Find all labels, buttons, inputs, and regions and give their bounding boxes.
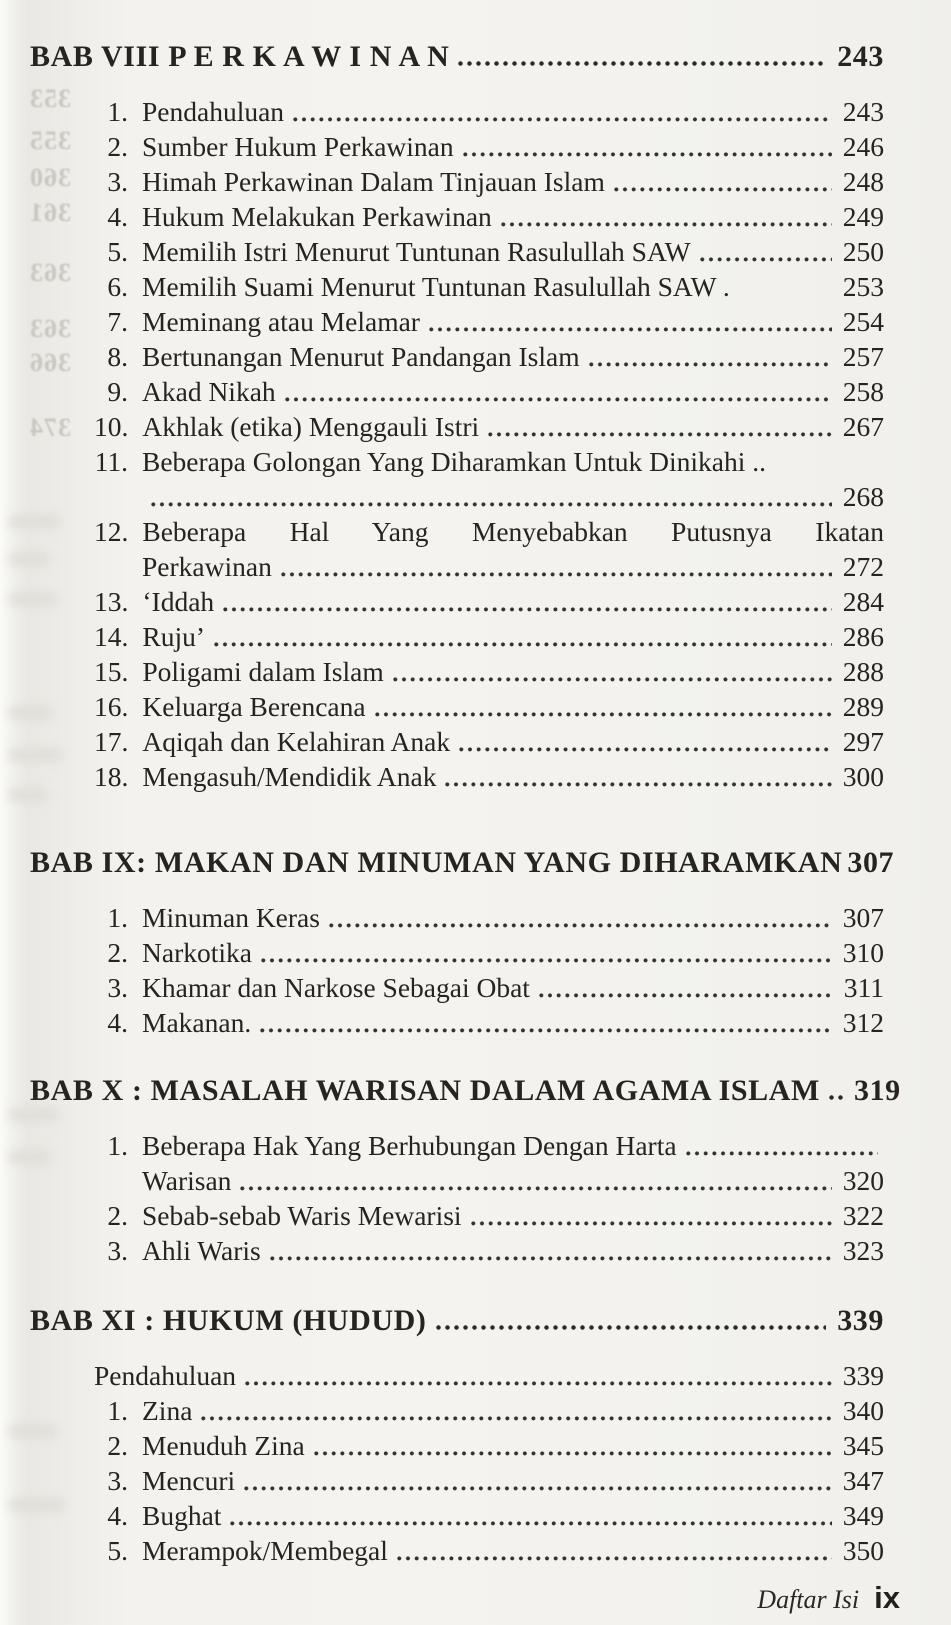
entry-page-number: 312 (842, 1007, 884, 1038)
toc-entry-row (30, 269, 884, 304)
entry-title: Pendahuluan (94, 1360, 237, 1391)
entry-page-number: 345 (842, 1430, 884, 1461)
toc-entry-row (30, 935, 884, 970)
scan-smudge (8, 788, 48, 802)
toc-entry-row (30, 1498, 884, 1533)
dot-leader (261, 958, 832, 963)
dot-leader (329, 923, 832, 928)
toc-chapter (30, 846, 895, 1040)
toc-entry-row (30, 1533, 884, 1568)
toc-entry-row (30, 1428, 884, 1463)
entry-page-number: 288 (842, 656, 884, 687)
footer-section-label: Daftar Isi (757, 1585, 860, 1614)
entry-number: 12. (94, 516, 129, 547)
entry-number: 1. (107, 96, 128, 127)
entry-page-number: 323 (842, 1235, 884, 1266)
chapter-heading-row (30, 40, 884, 74)
toc-entry-row (30, 689, 884, 724)
chapter-items (30, 94, 884, 794)
entry-title: Himah Perkawinan Dalam Tinjauan Islam (142, 166, 605, 197)
entry-number: 18. (94, 761, 129, 792)
toc-entry-row (30, 1198, 884, 1233)
entry-title: Bertunangan Menurut Pandangan Islam (142, 341, 580, 372)
entry-number: 13. (94, 586, 129, 617)
bleedthrough-number: 374 (29, 413, 71, 442)
toc-entry-row (30, 374, 884, 409)
entry-title: Ahli Waris (142, 1235, 261, 1266)
chapter-heading: BAB VIII P E R K A W I N A N (30, 40, 450, 73)
dot-leader (686, 1151, 878, 1156)
entry-page-number: 347 (842, 1465, 884, 1496)
entry-title: Minuman Keras (142, 902, 320, 933)
toc (30, 40, 901, 1568)
dot-leader (285, 397, 832, 402)
entry-page-number: 272 (842, 551, 884, 582)
chapter-heading-row (30, 1074, 901, 1108)
dot-leader (445, 782, 831, 787)
entry-title: Aqiqah dan Kelahiran Anak (142, 726, 451, 757)
entry-page-number: 300 (842, 761, 884, 792)
toc-entry-row (30, 409, 884, 444)
entry-number: 5. (107, 1535, 128, 1566)
toc-entry-row (30, 94, 884, 129)
entry-number: 2. (107, 1200, 128, 1231)
chapter-heading: BAB XI : HUKUM (HUDUD) (30, 1304, 427, 1337)
entry-page-number: 320 (842, 1165, 884, 1196)
entry-number: 1. (107, 1130, 128, 1161)
page-footer (30, 1580, 900, 1616)
chapter-page-number: 319 (853, 1074, 901, 1107)
toc-entry-row (30, 970, 884, 1005)
scan-smudge (8, 592, 58, 606)
entry-title: Sebab-sebab Waris Mewarisi (142, 1200, 462, 1231)
dot-leader (614, 187, 832, 192)
entry-page-number: 249 (842, 201, 884, 232)
bleedthrough-number: 361 (29, 198, 71, 227)
dot-leader (539, 993, 833, 998)
entry-title: Akhlak (etika) Menggauli Istri (142, 411, 480, 442)
entry-title: Perkawinan (142, 551, 272, 582)
entry-title: Poligami dalam Islam (142, 656, 384, 687)
toc-chapter (30, 1304, 884, 1568)
toc-chapter (30, 1074, 901, 1268)
chapter-items (30, 1358, 884, 1568)
bleedthrough-number: 363 (29, 314, 71, 343)
entry-number: 7. (107, 306, 128, 337)
bleedthrough-number: 360 (29, 163, 71, 192)
toc-entry-row (30, 549, 884, 584)
entry-number: 5. (107, 236, 128, 267)
entry-title: Pendahuluan (142, 96, 285, 127)
entry-page-number: 286 (842, 621, 884, 652)
entry-page-number: 349 (842, 1500, 884, 1531)
entry-title: Memilih Istri Menurut Tuntunan Rasulullah SAW (142, 236, 691, 267)
toc-entry-row (30, 584, 884, 619)
bleedthrough-number: 355 (29, 126, 71, 155)
entry-page-number: 350 (842, 1535, 884, 1566)
dot-leader (463, 152, 832, 157)
entry-title: Makanan. (142, 1007, 252, 1038)
entry-number: 4. (107, 201, 128, 232)
bleedthrough-number: 366 (29, 348, 71, 377)
entry-title: Beberapa Golongan Yang Diharamkan Untuk Dinikahi .. (142, 446, 766, 477)
entry-title: Warisan (142, 1165, 232, 1196)
scan-smudge (8, 1424, 58, 1438)
entry-title: Keluarga Berencana (142, 691, 366, 722)
toc-entry-row (30, 339, 884, 374)
chapter-heading-row (30, 1304, 884, 1338)
chapter-items (30, 1128, 884, 1268)
dot-leader (260, 1028, 832, 1033)
entry-page-number: 253 (842, 271, 884, 302)
footer-page-number: ix (874, 1580, 900, 1615)
entry-page-number: 257 (842, 341, 884, 372)
entry-number: 17. (94, 726, 129, 757)
entry-number: 15. (94, 656, 129, 687)
dot-leader (245, 1381, 832, 1386)
chapter-heading: BAB IX: MAKAN DAN MINUMAN YANG DIHARAMKAN (30, 846, 843, 879)
entry-title: Sumber Hukum Perkawinan (142, 131, 454, 162)
toc-entry-row (30, 1393, 884, 1428)
dot-leader (488, 432, 832, 437)
scan-smudge (8, 748, 64, 762)
toc-entry-row (30, 900, 884, 935)
entry-number: 10. (94, 411, 129, 442)
toc-entry-row (30, 444, 884, 479)
entry-title: Mencuri (142, 1465, 236, 1496)
dot-leader (230, 1521, 831, 1526)
dot-leader (240, 1186, 831, 1191)
entry-title: Merampok/Membegal (142, 1535, 388, 1566)
entry-page-number: 258 (842, 376, 884, 407)
entry-title: Bughat (142, 1500, 222, 1531)
toc-entry-row (30, 164, 884, 199)
toc-entry-row (30, 234, 884, 269)
dot-leader (201, 1416, 831, 1421)
entry-title: Beberapa Hal Yang Menyebabkan Putusnya Ikatan (142, 516, 884, 547)
entry-title: Ruju’ (142, 621, 206, 652)
entry-title: Menuduh Zina (142, 1430, 305, 1461)
entry-page-number: 339 (842, 1360, 884, 1391)
dot-leader (501, 222, 832, 227)
entry-title: Akad Nikah (142, 376, 276, 407)
entry-number: 4. (107, 1500, 128, 1531)
toc-entry-row (30, 199, 884, 234)
dot-leader (471, 1221, 832, 1226)
entry-page-number: 246 (842, 131, 884, 162)
toc-entry-row (30, 1233, 884, 1268)
toc-entry-row (30, 1005, 884, 1040)
toc-entry-row (30, 1358, 884, 1393)
entry-number: 16. (94, 691, 129, 722)
entry-page-number: 243 (842, 96, 884, 127)
toc-entry-row (30, 619, 884, 654)
entry-page-number: 284 (842, 586, 884, 617)
scan-smudge (8, 1150, 52, 1164)
scan-smudge (8, 1108, 60, 1122)
entry-page-number: 307 (842, 902, 884, 933)
dot-leader (270, 1256, 832, 1261)
entry-page-number: 268 (842, 481, 884, 512)
dot-leader (700, 257, 832, 262)
toc-entry-row (30, 1128, 884, 1163)
dot-leader (375, 712, 832, 717)
toc-entry-row (30, 1163, 884, 1198)
dot-leader (589, 362, 832, 367)
dot-leader (223, 607, 832, 612)
entry-number: 6. (107, 271, 128, 302)
dot-leader (436, 1325, 827, 1330)
entry-title: Meminang atau Melamar (142, 306, 420, 337)
entry-number: 14. (94, 621, 129, 652)
scan-smudge (8, 1498, 66, 1512)
bleedthrough-number: 353 (29, 84, 71, 113)
dot-leader (397, 1556, 832, 1561)
entry-title: Zina (142, 1395, 193, 1426)
entry-number: 3. (107, 1235, 128, 1266)
bleedthrough-number: 363 (29, 258, 71, 287)
entry-page-number: 311 (843, 972, 884, 1003)
scan-smudge (8, 552, 50, 566)
chapter-page-number: 243 (837, 40, 884, 73)
entry-page-number: 289 (842, 691, 884, 722)
entry-title: Hukum Melakukan Perkawinan (142, 201, 492, 232)
toc-entry-row (30, 304, 884, 339)
dot-leader (314, 1451, 832, 1456)
entry-page-number: 250 (842, 236, 884, 267)
entry-title: Memilih Suami Menurut Tuntunan Rasulullah SAW . (142, 271, 730, 302)
entry-number: 8. (107, 341, 128, 372)
scan-smudge (8, 515, 62, 529)
toc-entry-row (30, 514, 884, 549)
entry-page-number: 267 (842, 411, 884, 442)
entry-number: 1. (107, 1395, 128, 1426)
entry-number: 1. (107, 902, 128, 933)
dot-leader (829, 1095, 843, 1100)
toc-entry-row (30, 759, 884, 794)
chapter-page-number: 339 (837, 1304, 884, 1337)
entry-page-number: 340 (842, 1395, 884, 1426)
dot-leader (393, 677, 832, 682)
entry-number: 3. (107, 1465, 128, 1496)
entry-title: ‘Iddah (142, 586, 215, 617)
chapter-page-number: 307 (847, 846, 895, 879)
toc-chapter (30, 40, 884, 794)
entry-number: 9. (107, 376, 128, 407)
entry-number: 4. (107, 1007, 128, 1038)
entry-title: Beberapa Hak Yang Berhubungan Dengan Harta (142, 1130, 677, 1161)
entry-page-number: 254 (842, 306, 884, 337)
entry-number: 2. (107, 937, 128, 968)
entry-number: 2. (107, 1430, 128, 1461)
entry-number: 11. (94, 446, 128, 477)
dot-leader (244, 1486, 832, 1491)
entry-page-number: 322 (842, 1200, 884, 1231)
dot-leader (429, 327, 832, 332)
entry-title: Khamar dan Narkose Sebagai Obat (142, 972, 530, 1003)
entry-page-number: 310 (842, 937, 884, 968)
entry-page-number: 297 (842, 726, 884, 757)
entry-number: 3. (107, 166, 128, 197)
dot-leader (151, 502, 832, 507)
toc-entry-row (30, 724, 884, 759)
entry-number: 3. (107, 972, 128, 1003)
entry-title: Narkotika (142, 937, 252, 968)
chapter-heading-row (30, 846, 895, 880)
toc-entry-row (30, 129, 884, 164)
entry-number: 2. (107, 131, 128, 162)
entry-title: Mengasuh/Mendidik Anak (142, 761, 437, 792)
dot-leader (459, 747, 832, 752)
toc-entry-row (30, 479, 884, 514)
dot-leader (458, 61, 826, 66)
entry-page-number: 248 (842, 166, 884, 197)
dot-leader (281, 572, 832, 577)
scan-smudge (8, 706, 54, 720)
chapter-items (30, 900, 884, 1040)
chapter-heading: BAB X : MASALAH WARISAN DALAM AGAMA ISLAM (30, 1074, 820, 1107)
dot-leader (293, 117, 832, 122)
dot-leader (214, 642, 832, 647)
toc-entry-row (30, 654, 884, 689)
toc-entry-row (30, 1463, 884, 1498)
